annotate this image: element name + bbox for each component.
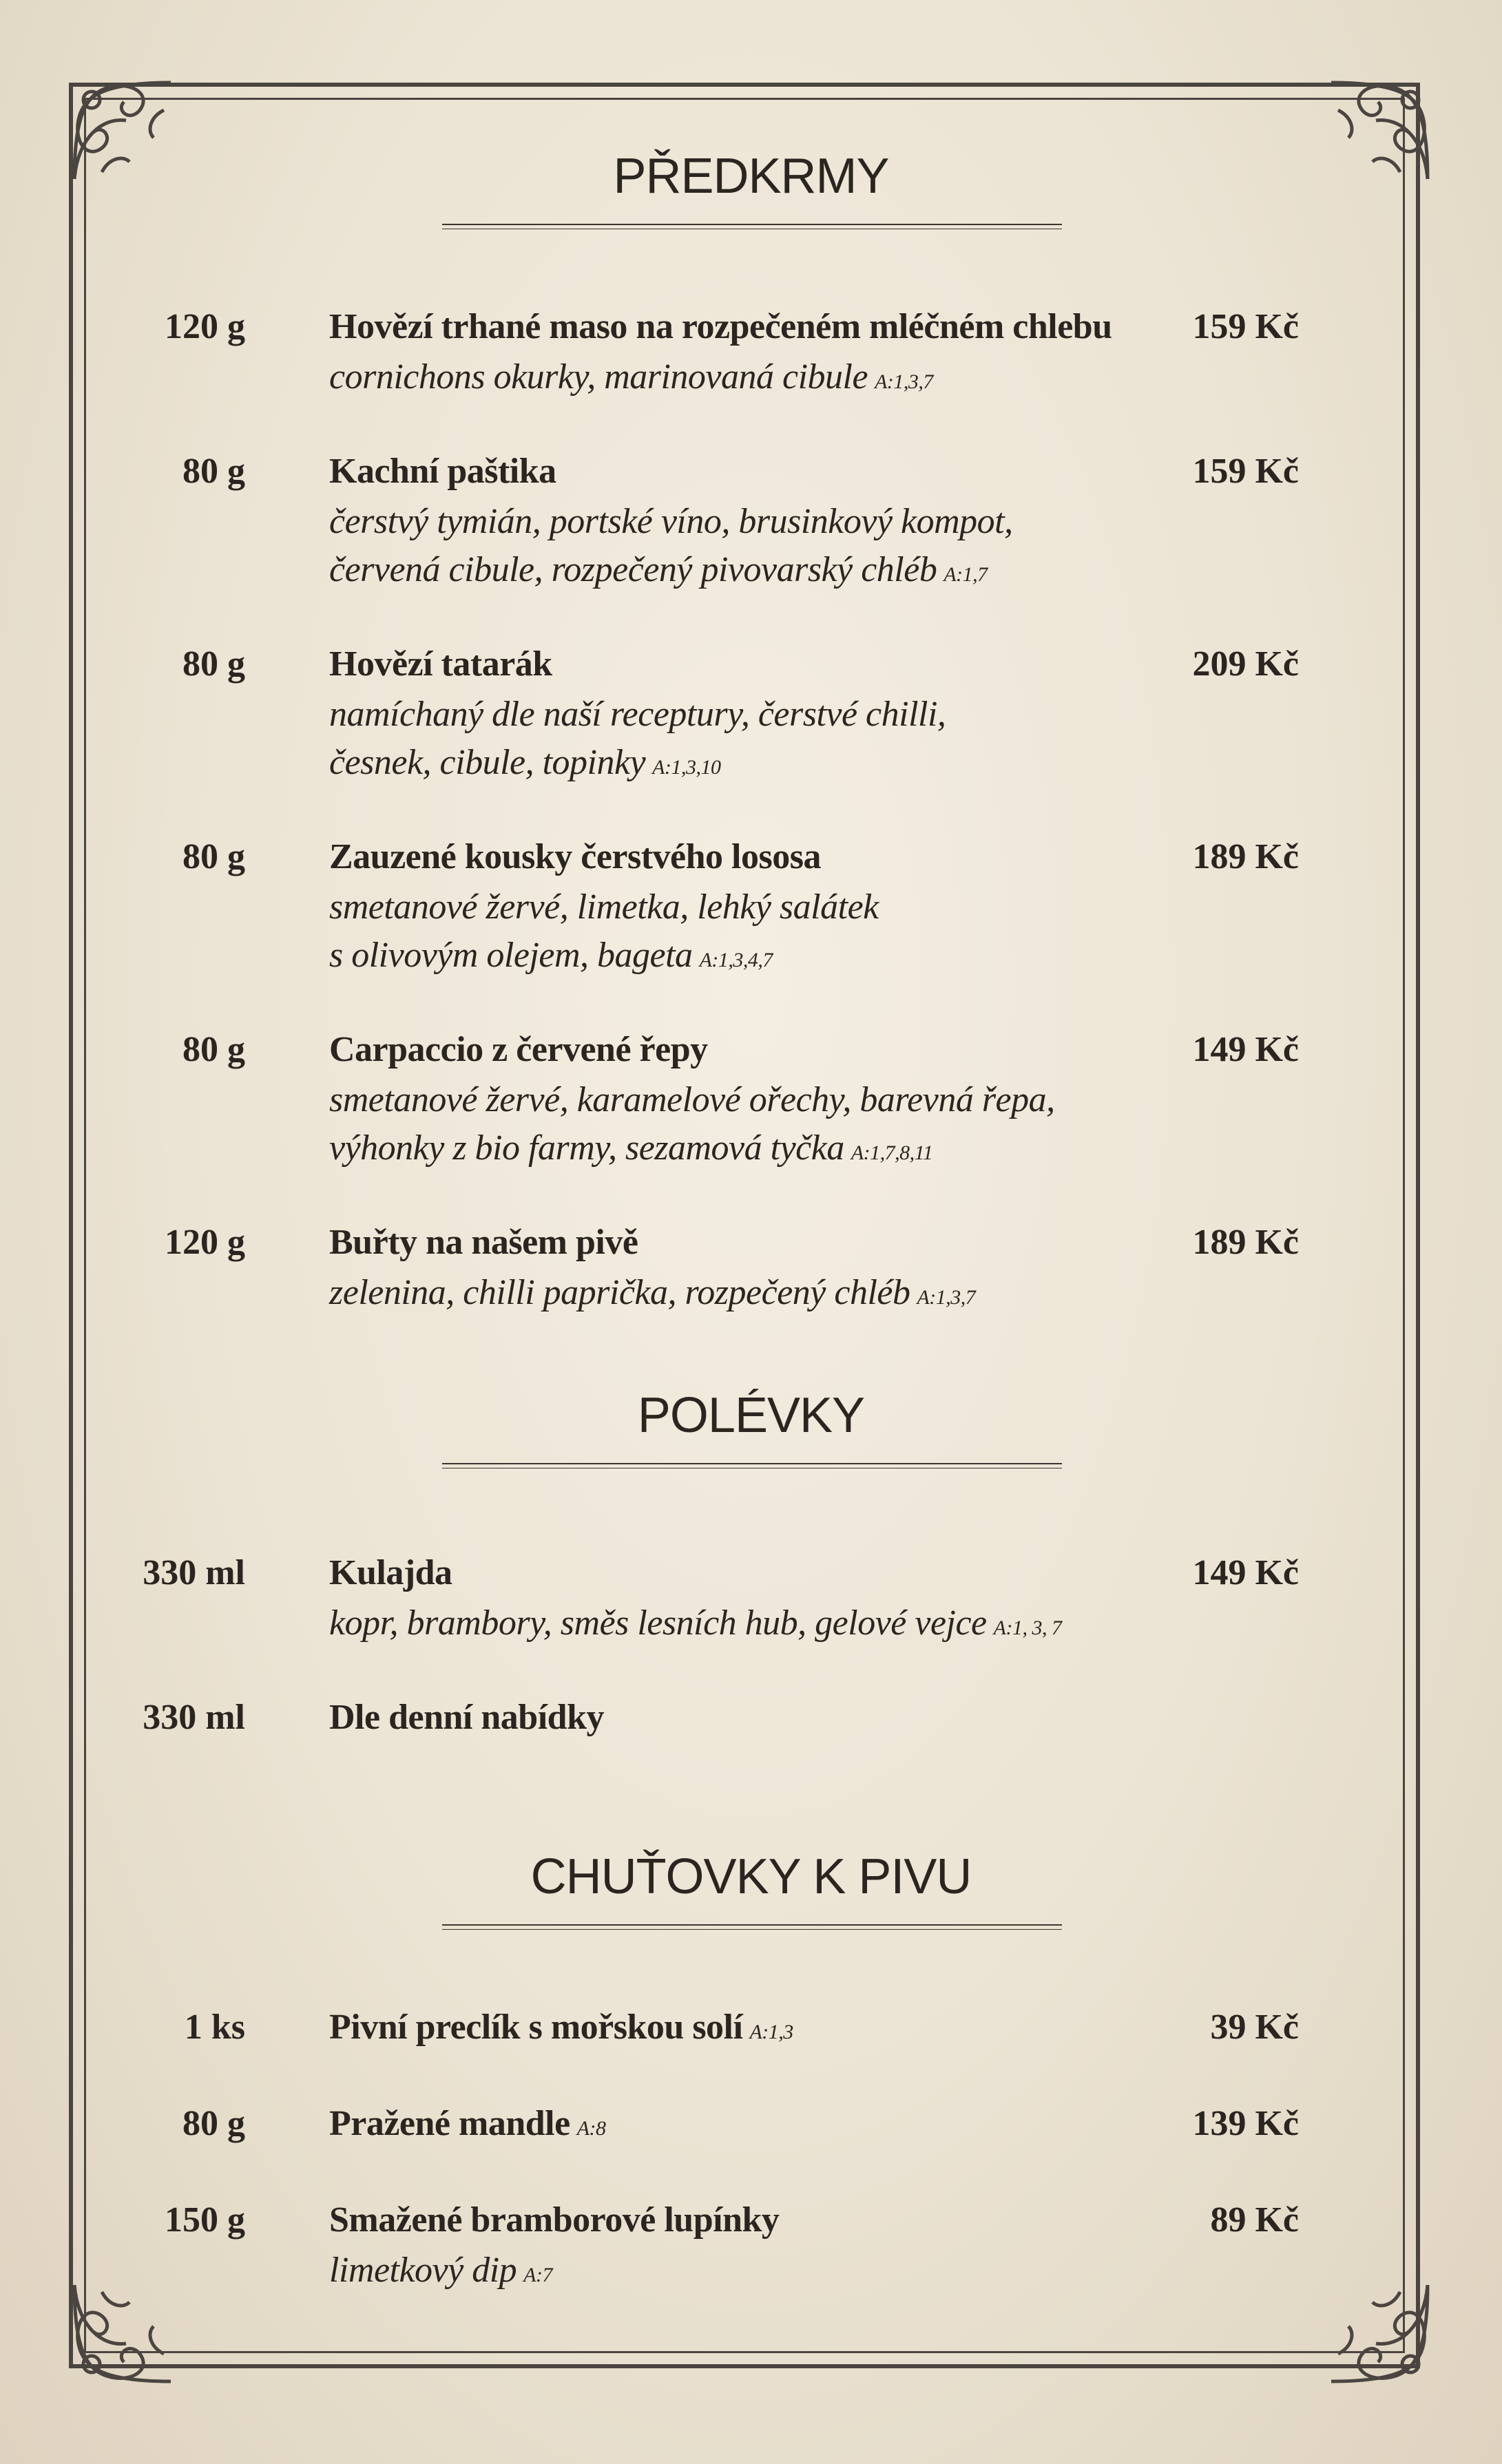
item-name: Hovězí trhané maso na rozpečeném mléčném chlebu [329,307,1112,346]
item-quantity: 80 g [182,644,245,684]
item-quantity: 80 g [182,1030,245,1069]
item-description: červená cibule, rozpečený pivovarský chléb A:1,7 [329,550,988,589]
item-price: 139 Kč [1192,2104,1299,2143]
item-price: 159 Kč [1192,307,1299,346]
item-price: 189 Kč [1192,837,1299,876]
section-divider [442,1463,1062,1468]
item-description: limetkový dip A:7 [329,2251,552,2290]
item-price: 89 Kč [1210,2200,1299,2240]
section-divider [442,1924,1062,1930]
item-quantity: 1 ks [184,2008,245,2047]
item-description: namíchaný dle naší receptury, čerstvé chilli, [329,695,946,734]
section-title: POLÉVKY [637,1388,865,1443]
item-price: 189 Kč [1192,1223,1299,1262]
item-name: Pražené mandle A:8 [329,2104,606,2143]
item-quantity: 120 g [165,1223,245,1262]
item-description: výhonky z bio farmy, sezamová tyčka A:1,7,8,11 [329,1128,933,1168]
item-description: smetanové žervé, karamelové ořechy, barevná řepa, [329,1080,1055,1119]
item-price: 149 Kč [1192,1030,1299,1069]
item-name: Dle denní nabídky [329,1698,604,1737]
item-allergens: A:1,3,7 [917,1286,976,1309]
item-name: Carpaccio z červené řepy [329,1030,708,1069]
item-description: s olivovým olejem, bageta A:1,3,4,7 [329,936,773,975]
item-allergens: A:1, 3, 7 [993,1617,1062,1639]
item-quantity: 120 g [165,307,245,346]
item-price: 39 Kč [1210,2008,1299,2047]
item-allergens: A:7 [523,2264,552,2286]
item-name: Kachní paštika [329,452,556,491]
item-allergens: A:1,3,7 [875,370,933,393]
item-allergens: A:8 [576,2117,606,2140]
item-description: smetanové žervé, limetka, lehký salátek [329,887,879,927]
item-quantity: 80 g [182,452,245,491]
corner-ornament-icon [1317,2271,1441,2395]
corner-ornament-icon [61,2271,185,2395]
section-divider [442,224,1062,229]
item-name: Smažené bramborové lupínky [329,2200,780,2240]
item-quantity: 330 ml [143,1698,245,1737]
item-description: zelenina, chilli paprička, rozpečený chléb A:1,3,7 [329,1273,976,1312]
item-quantity: 80 g [182,2104,245,2143]
item-allergens: A:1,7,8,11 [851,1141,933,1164]
item-name: Hovězí tatarák [329,644,552,684]
item-name: Kulajda [329,1553,452,1592]
item-quantity: 330 ml [143,1553,245,1592]
item-name: Buřty na našem pivě [329,1223,638,1262]
item-quantity: 150 g [165,2200,245,2240]
section-title: CHUŤOVKY K PIVU [530,1849,972,1904]
section-title: PŘEDKRMY [613,149,889,204]
item-name: Pivní preclík s mořskou solí A:1,3 [329,2008,793,2047]
item-description: kopr, brambory, směs lesních hub, gelové vejce A:1, 3, 7 [329,1603,1062,1643]
item-description: cornichons okurky, marinovaná cibule A:1,3,7 [329,357,933,397]
item-allergens: A:1,3 [749,2021,793,2043]
item-allergens: A:1,3,4,7 [699,949,773,971]
item-price: 159 Kč [1192,452,1299,491]
item-allergens: A:1,3,10 [652,756,721,779]
item-description: čerstvý tymián, portské víno, brusinkový kompot, [329,502,1013,541]
item-name: Zauzené kousky čerstvého lososa [329,837,821,876]
item-quantity: 80 g [182,837,245,876]
item-price: 209 Kč [1192,644,1299,684]
item-allergens: A:1,7 [943,563,988,586]
item-description: česnek, cibule, topinky A:1,3,10 [329,743,721,782]
item-price: 149 Kč [1192,1553,1299,1592]
